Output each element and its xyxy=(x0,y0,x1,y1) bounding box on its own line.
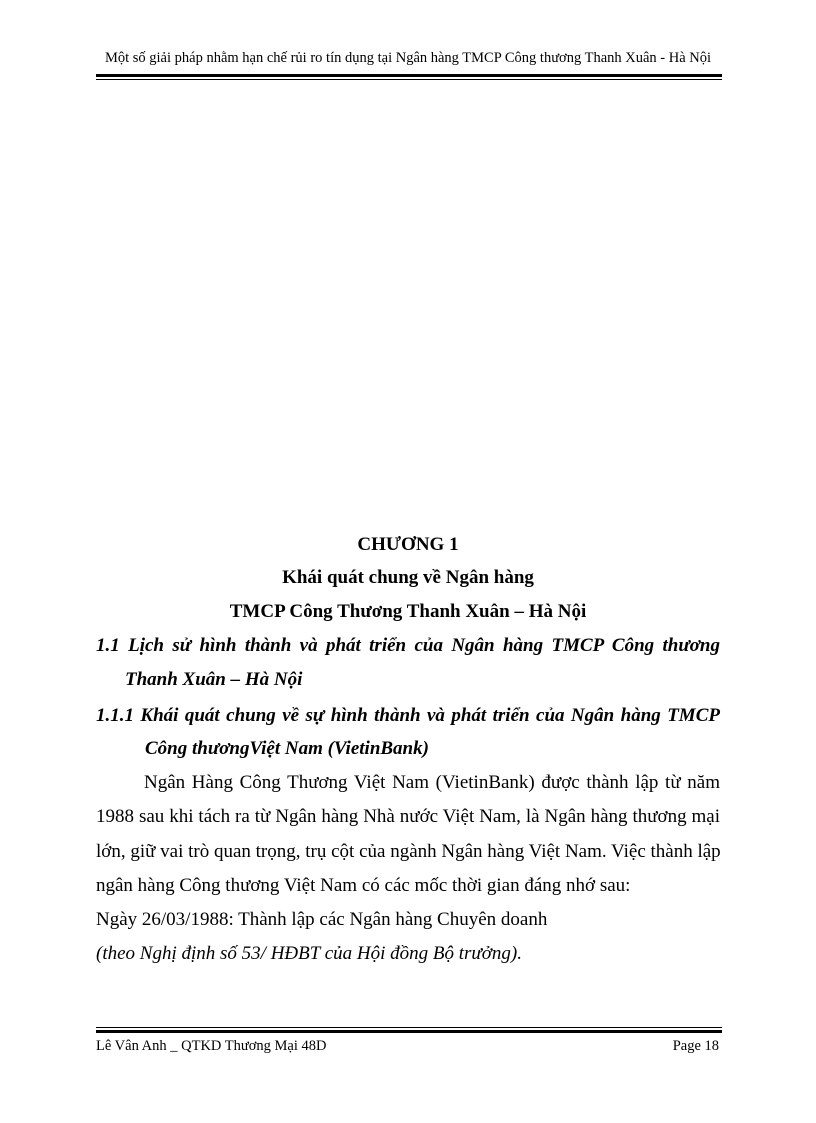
header-rule-thin xyxy=(96,79,722,80)
paragraph-line: Ngân Hàng Công Thương Việt Nam (VietinBank) được thành lập từ năm xyxy=(144,772,720,793)
chapter-title-line1: Khái quát chung về Ngân hàng xyxy=(282,567,534,588)
footer-rule xyxy=(96,1027,722,1028)
footer-rule-thick xyxy=(96,1030,722,1033)
page-number: Page 18 xyxy=(672,1038,719,1054)
section-heading-1-1-1-line1: 1.1.1 Khái quát chung về sự hình thành và phát triển của Ngân hàng TMCP xyxy=(96,705,720,726)
section-heading-1-1-1-line2: Công thươngViệt Nam (VietinBank) xyxy=(145,738,429,759)
paragraph-line-italic: (theo Nghị định số 53/ HĐBT của Hội đồng Bộ trưởng). xyxy=(96,943,523,964)
header-rule xyxy=(96,74,722,77)
chapter-title-line2: TMCP Công Thương Thanh Xuân – Hà Nội xyxy=(229,601,587,622)
footer-author: Lê Vân Anh _ QTKD Thương Mại 48D xyxy=(96,1038,327,1054)
running-header: Một số giải pháp nhằm hạn chế rủi ro tín dụng tại Ngân hàng TMCP Công thương Thanh Xuân - Hà Nội xyxy=(104,50,712,66)
paragraph-line: Ngày 26/03/1988: Thành lập các Ngân hàng Chuyên doanh xyxy=(96,909,548,930)
section-heading-1-1-line1: 1.1 Lịch sử hình thành và phát triển của Ngân hàng TMCP Công thương xyxy=(96,635,720,656)
chapter-label: CHƯƠNG 1 xyxy=(357,534,459,555)
paragraph-line: ngân hàng Công thương Việt Nam có các mốc thời gian đáng nhớ sau: xyxy=(96,875,631,896)
paragraph-line: lớn, giữ vai trò quan trọng, trụ cột của ngành Ngân hàng Việt Nam. Việc thành lập xyxy=(96,841,721,862)
paragraph-line: 1988 sau khi tách ra từ Ngân hàng Nhà nước Việt Nam, là Ngân hàng thương mại xyxy=(96,806,720,827)
section-heading-1-1-line2: Thanh Xuân – Hà Nội xyxy=(125,669,303,690)
